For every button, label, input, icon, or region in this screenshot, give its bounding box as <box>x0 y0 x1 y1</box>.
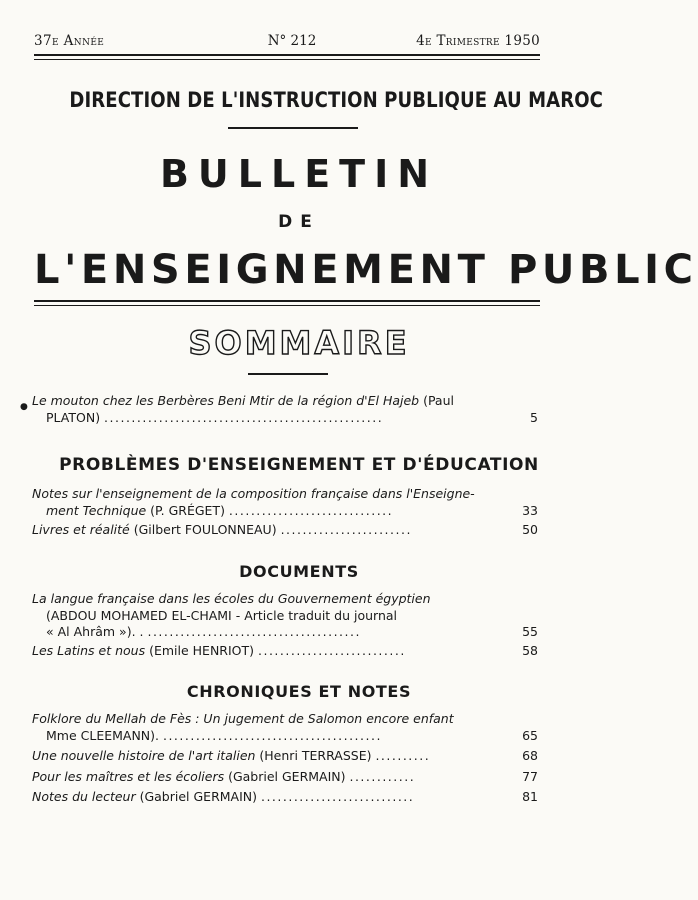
page-number: 58 <box>522 642 538 658</box>
title-rule-thin <box>34 305 540 306</box>
toc-entry: Le mouton chez les Berbères Beni Mtir de la région d'El Hajeb (Paul PLATON) ................................................... 5 <box>32 393 538 425</box>
page-number: 65 <box>522 727 538 743</box>
page-number: 77 <box>522 768 538 784</box>
issue-number: N° 212 <box>267 33 317 49</box>
page-number: 50 <box>522 522 538 537</box>
section-title-problemes: PROBLÈMES D'ENSEIGNEMENT ET D'ÉDUCATION <box>59 455 539 475</box>
page-number: 81 <box>522 789 538 804</box>
page-number: 33 <box>522 502 538 518</box>
toc-entry: La langue française dans les écoles du Gouvernement égyptien (ABDOU MOHAMED EL-CHAMI - Article traduit du journal « Al Ahrâm »). . ....................................... 55 <box>32 591 538 639</box>
section-title-chroniques: CHRONIQUES ET NOTES <box>186 682 412 701</box>
sommaire-heading: SOMMAIRE <box>188 324 410 362</box>
header-rule <box>34 54 540 56</box>
toc-entry: Pour les maîtres et les écoliers (Gabriel GERMAIN) ............ 77 <box>32 768 538 784</box>
divider <box>228 127 358 129</box>
page-number: 5 <box>530 409 538 425</box>
toc-entry: Les Latins et nous (Emile HENRIOT) ........................... 58 <box>32 642 538 658</box>
section-title-documents: DOCUMENTS <box>239 562 359 581</box>
toc-section-1 <box>32 486 542 539</box>
toc-entry: Notes sur l'enseignement de la composition française dans l'Enseigne- ment Technique (P. GRÉGET) .............................. 33 <box>32 486 538 518</box>
title-enseignement: L'ENSEIGNEMENT PUBLIC <box>34 247 698 293</box>
toc-intro <box>32 393 542 426</box>
year-label: 37e Année <box>34 33 105 49</box>
toc-entry: Notes du lecteur (Gabriel GERMAIN) ............................ 81 <box>32 789 538 804</box>
toc-entry: Folklore du Mellah de Fès : Un jugement de Salomon encore enfant Mme CLEEMANN). ........................................ 65 <box>32 711 538 743</box>
title-de: DE <box>278 212 320 232</box>
page-number: 68 <box>522 748 538 763</box>
sommaire-rule <box>248 373 328 375</box>
toc-entry: Livres et réalité (Gilbert FOULONNEAU) ........................ 50 <box>32 522 538 537</box>
title-rule <box>34 300 540 302</box>
header-rule-thin <box>34 59 540 60</box>
quarter-label: 4e Trimestre 1950 <box>416 33 540 49</box>
toc-entry: Une nouvelle histoire de l'art italien (Henri TERRASSE) .......... 68 <box>32 748 538 763</box>
toc-section-2 <box>32 591 542 659</box>
issue-header <box>34 33 540 53</box>
toc-section-3 <box>32 711 542 806</box>
direction-heading: DIRECTION DE L'INSTRUCTION PUBLIQUE AU MAROC <box>69 88 604 112</box>
bullet-icon: ● <box>20 402 28 412</box>
title-bulletin: BULLETIN <box>159 152 439 196</box>
page-number: 55 <box>522 624 538 639</box>
